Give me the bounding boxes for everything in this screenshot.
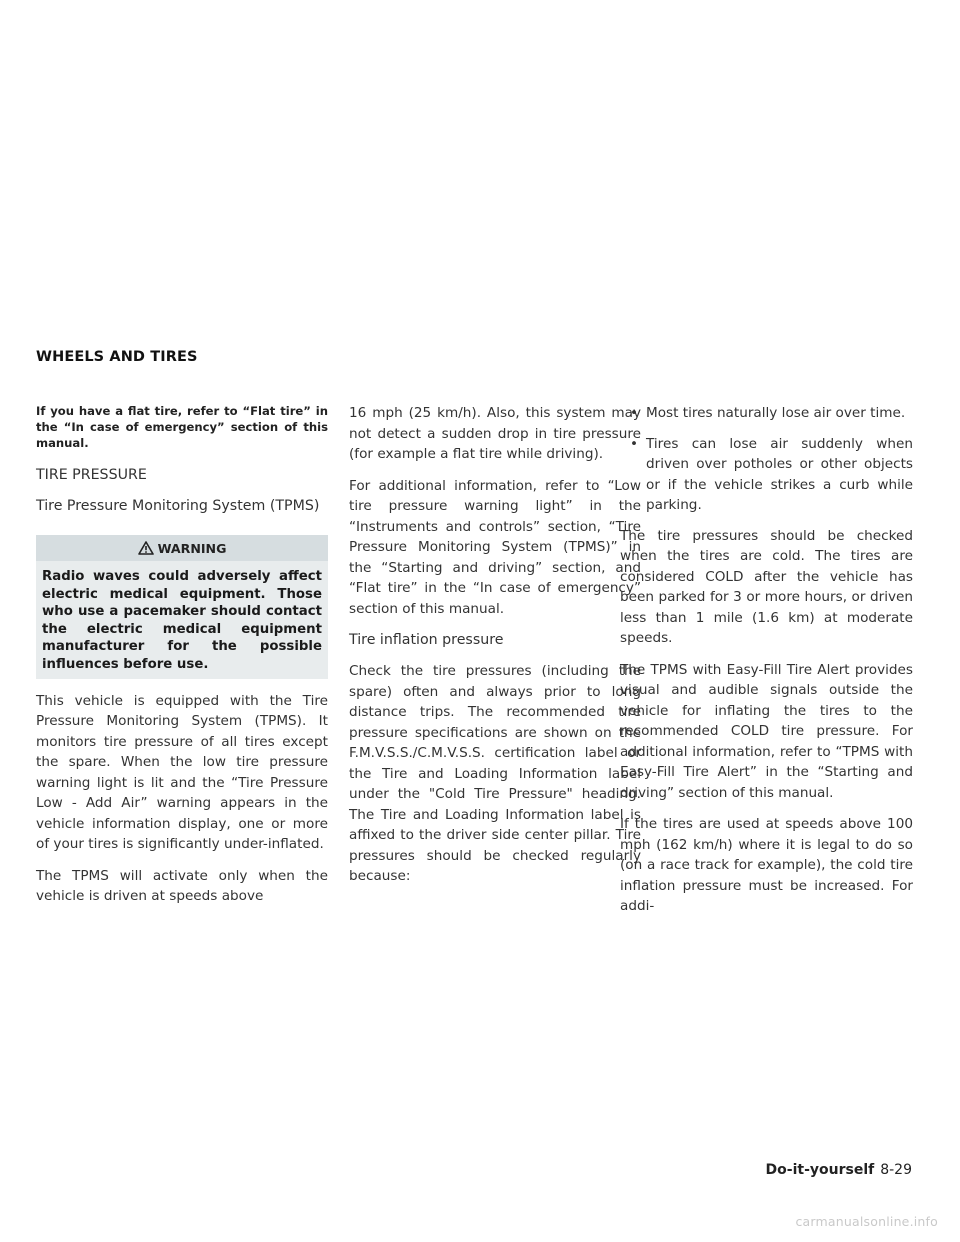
column-1 [36, 403, 328, 918]
warning-text: Radio waves could adversely affect electric medical equipment. Those who use a pacemaker should contact the electric medical equipment manufacturer for the possible influences before use. [36, 561, 328, 679]
section-heading: WHEELS AND TIRES [36, 349, 198, 365]
paragraph: For additional information, refer to “Low tire pressure warning light” in the “Instruments and controls” section, “Tire Pressure Monitoring System (TPMS)” in the “Starting and driving” section, and “Flat tire” in the “In case of emergency” section of this manual. [349, 477, 641, 617]
paragraph: This vehicle is equipped with the Tire Pressure Monitoring System (TPMS). It monitors tire pressure of all tires except the spare. When the low tire pressure warning light is lit and the “Tire Pressure Low - Add Air” warning appears in the vehicle information display, one or more of your tires is significantly under-inflated. [36, 692, 328, 853]
paragraph: Check the tire pressures (including the spare) often and always prior to long distance trips. The recommended tire pressure specifications are shown on the F.M.V.S.S./C.M.V.S.S. certification label or the Tire and Loading Information label under the "Cold Tire Pressure" heading. The Tire and Loading Information label is affixed to the driver side center pillar. Tire pressures should be checked regularly because: [349, 663, 641, 884]
chapter-name: Do-it-yourself [765, 1162, 875, 1178]
heading-tire-pressure: TIRE PRESSURE [36, 467, 147, 483]
column-3 [620, 403, 913, 928]
list-item: • Most tires naturally lose air over time. [620, 403, 913, 424]
heading-tire-inflation-pressure: Tire inflation pressure [349, 632, 504, 648]
page-number: 8-29 [880, 1162, 912, 1178]
paragraph: The TPMS will activate only when the vehicle is driven at speeds above [36, 867, 328, 905]
column-2 [349, 403, 641, 898]
warning-triangle-icon [138, 541, 154, 555]
paragraph: The tire pressures should be checked when the tires are cold. The tires are considered COLD after the vehicle has been parked for 3 or more hours, or driven less than 1 mile (1.6 km) at moderate speeds. [620, 527, 913, 646]
bullet-list [620, 403, 913, 516]
watermark: carmanualsonline.info [795, 1214, 938, 1229]
paragraph: If the tires are used at speeds above 100 mph (162 km/h) where it is legal to do so (on a race track for example), the cold tire inflation pressure must be increased. For addi- [620, 816, 913, 914]
warning-title: WARNING [157, 540, 227, 556]
paragraph: The TPMS with Easy-Fill Tire Alert provides visual and audible signals outside the vehicle for inflating the tires to the recommended COLD tire pressure. For additional information, refer to “TPMS with Easy-Fill Tire Alert” in the “Starting and driving” section of this manual. [620, 661, 913, 801]
list-item: • Tires can lose air suddenly when driven over potholes or other objects or if the vehicle strikes a curb while parking. [620, 434, 913, 516]
paragraph: 16 mph (25 km/h). Also, this system may not detect a sudden drop in tire pressure (for example a flat tire while driving). [349, 405, 641, 462]
warning-header [36, 535, 328, 561]
heading-tpms: Tire Pressure Monitoring System (TPMS) [36, 498, 320, 514]
warning-box [36, 535, 328, 679]
flat-tire-note: If you have a flat tire, refer to “Flat tire” in the “In case of emergency” section of this manual. [36, 404, 328, 450]
page-footer [766, 1162, 912, 1178]
